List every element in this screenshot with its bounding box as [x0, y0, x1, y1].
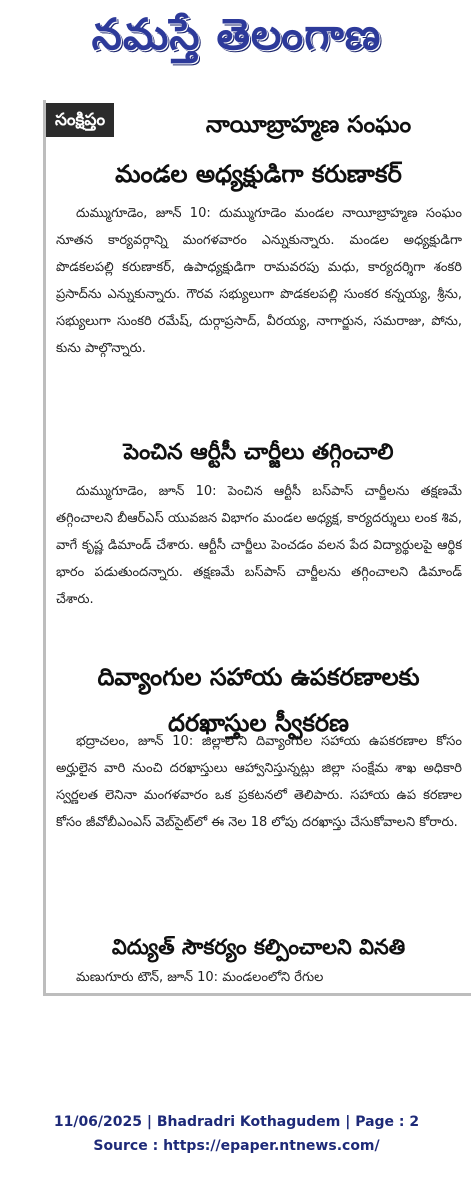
footer-date-line: 11/06/2025 | Bhadradri Kothagudem | Page : 2 [53, 1114, 420, 1130]
article-1-body [56, 200, 462, 416]
article-3-body-text: భద్రాచలం, జూన్ 10: జిల్లాలోని దివ్యాంగుల సహాయ ఉపకరణాల కోసం అర్హులైన వారి నుంచి దరఖాస్తులు ఆహ్వానిస్తున్నట్లు జిల్లా సంక్షేమ శాఖ అధికారి స్వర్ణలత లెనినా మంగళవారం ఒక ప్రకటనలో తెలిపారు. సహాయ ఉప కరణాల కోసం జీవోబీఎంఎస్ వెబ్‌సైట్‌లో ఈ నెల 18 లోపు దరఖాస్తు చేసుకోవాలని కోరారు. [56, 734, 462, 830]
article-4-body [56, 964, 462, 991]
article-4-headline: విద్యుత్ సౌకర్యం కల్పించాలని వినతి [111, 935, 406, 959]
news-clipping [43, 100, 471, 996]
newspaper-title: నమస్తే తెలంగాణ [91, 10, 382, 60]
masthead [0, 0, 473, 80]
article-2-headline: పెంచిన ఆర్టీసీ చార్జీలు తగ్గించాలి [123, 440, 394, 465]
article-1-body-text: దుమ్ముగూడెం, జూన్ 10: దుమ్ముగూడెం మండల నాయీబ్రాహ్మణ సంఘం నూతన కార్యవర్గాన్ని మంగళవారం ఎన్నుకున్నారు. మండల అధ్యక్షుడిగా పొడకలపల్లి కరుణాకర్, ఉపాధ్యక్షుడిగా రామవరపు మధు, కార్యదర్శిగా శంకరి ప్రసాద్‌ను ఎన్నుకున్నారు. గౌరవ సభ్యులుగా పొడకలపల్లి సుంకర కన్నయ్య, శ్రీను, సభ్యులుగా సుంకరి రమేష్, దుర్గాప్రసాద్, వీరయ్య, నాగార్జున, సమరాజు, పోను, కును పాల్గొన్నారు. [56, 206, 462, 356]
article-1-headline-line-1: నాయీబ్రాహ్మణ సంఘం [205, 112, 412, 138]
article-3-headline-line-2: దరఖాస్తుల స్వీకరణ [168, 709, 349, 737]
article-2-body [56, 478, 462, 642]
article-4-body-text: మణుగూరు టౌన్, జూన్ 10: మండలంలోని రేగుల [76, 970, 324, 985]
footer-source-line: Source : https://epaper.ntnews.com/ [93, 1138, 380, 1154]
article-3-body [56, 728, 462, 918]
article-3-headline-line-1: దివ్యాంగుల సహాయ ఉపకరణాలకు [97, 663, 420, 691]
section-badge: సంక్షిప్తం [46, 103, 114, 137]
article-2-body-text: దుమ్ముగూడెం, జూన్ 10: పెంచిన ఆర్టీసీ బస్‌పాస్ చార్జీలను తక్షణమే తగ్గించాలని బీఆర్‌ఎస్ యువజన విభాగం మండల అధ్యక్ష, కార్యదర్శులు లంక శివ, వాగే కృష్ణ డిమాండ్ చేశారు. ఆర్టీసీ చార్జీలు పెంచడం వలన పేద విద్యార్థులపై ఆర్థిక భారం పడుతుందన్నారు. తక్షణమే బస్‌పాస్ చార్జీలను తగ్గించాలని డిమాండ్ చేశారు. [56, 484, 462, 607]
article-1-headline-line-2: మండల అధ్యక్షుడిగా కరుణాకర్ [115, 160, 402, 188]
